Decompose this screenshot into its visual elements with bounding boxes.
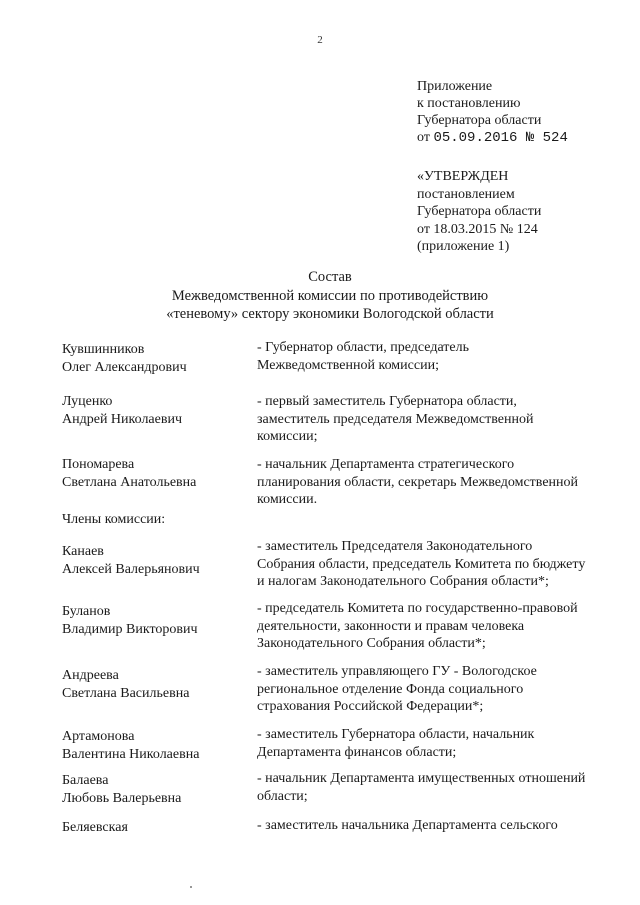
member-given-names: Любовь Валерьевна: [62, 790, 182, 806]
member-given-names: Андрей Николаевич: [62, 411, 182, 427]
member-role-line: - Губернатор области, председатель: [257, 340, 470, 355]
member-name: [62, 543, 262, 578]
member-given-names: Владимир Викторович: [62, 621, 198, 637]
member-role: [257, 663, 637, 716]
member-surname: Буланов: [62, 604, 111, 619]
appendix-block: [417, 78, 632, 147]
member-name: [62, 393, 262, 428]
appendix-line: Губернатора области: [417, 113, 542, 128]
member-role-line: страхования Российской Федерации*;: [257, 699, 484, 714]
member-given-names: Светлана Анатольевна: [62, 474, 197, 490]
title-line: Состав: [308, 269, 352, 285]
member-role: [257, 600, 637, 653]
member-role: [257, 456, 637, 509]
member-surname: Луценко: [62, 394, 113, 409]
scan-speck: [190, 886, 192, 888]
member-surname: Балаева: [62, 773, 109, 788]
approval-line: от 18.03.2015 № 124: [417, 221, 538, 237]
member-name: [62, 772, 262, 807]
member-surname: Беляевская: [62, 820, 128, 835]
page-number: 2: [317, 34, 323, 46]
member-surname: Андреева: [62, 668, 119, 683]
member-role-line: заместитель председателя Межведомственной: [257, 411, 534, 427]
member-role-line: - начальник Департамента стратегического: [257, 457, 515, 472]
member-name: [62, 728, 262, 763]
approval-line: постановлением: [417, 186, 515, 202]
member-role-line: Собрания области, председатель Комитета по бюджету: [257, 556, 586, 572]
member-role-line: региональное отделение Фонда социального: [257, 681, 524, 697]
member-role-line: - заместитель Губернатора области, начальник: [257, 727, 535, 742]
member-given-names: Олег Александрович: [62, 359, 187, 375]
member-role-line: области;: [257, 788, 308, 804]
member-given-names: Алексей Валерьянович: [62, 561, 200, 577]
member-surname: Кувшинников: [62, 342, 145, 357]
member-role-line: деятельности, законности и правам человека: [257, 618, 525, 634]
member-role: [257, 393, 637, 446]
member-role: [257, 817, 637, 835]
member-name: [62, 819, 262, 837]
member-role-line: - заместитель начальника Департамента сельского: [257, 818, 558, 833]
appendix-line: к постановлению: [417, 96, 521, 111]
member-surname: Канаев: [62, 544, 104, 559]
appendix-date-prefix: от: [417, 130, 434, 145]
member-surname: Пономарева: [62, 457, 135, 472]
appendix-date-line: [417, 129, 632, 147]
member-given-names: Валентина Николаевна: [62, 746, 200, 762]
member-role-line: - первый заместитель Губернатора области,: [257, 394, 517, 409]
approval-line: «УТВЕРЖДЕН: [417, 169, 509, 184]
member-name: [62, 456, 262, 491]
member-role-line: - председатель Комитета по государственно-правовой: [257, 601, 578, 616]
appendix-line: Приложение: [417, 79, 493, 94]
title-line: «теневому» сектору экономики Вологодской области: [166, 306, 494, 322]
member-role: [257, 339, 637, 374]
members-heading: Члены комиссии:: [62, 512, 166, 527]
member-role-line: Департамента финансов области;: [257, 744, 457, 760]
member-role-line: и налогам Законодательного Собрания области*;: [257, 574, 549, 589]
member-role-line: планирования области, секретарь Межведомственной: [257, 474, 579, 490]
member-role: [257, 726, 637, 761]
approval-line: Губернатора области: [417, 204, 542, 219]
member-role-line: - заместитель управляющего ГУ - Вологодское: [257, 664, 537, 679]
member-name: [62, 603, 262, 638]
member-surname: Артамонова: [62, 729, 135, 744]
member-role-line: Законодательного Собрания области*;: [257, 636, 486, 651]
member-role-line: комиссии.: [257, 492, 318, 507]
member-role: [257, 770, 637, 805]
document-title: [120, 268, 540, 324]
member-given-names: Светлана Васильевна: [62, 685, 190, 701]
title-line: Межведомственной комиссии по противодействию: [171, 287, 489, 304]
member-name: [62, 667, 262, 702]
approval-line: (приложение 1): [417, 239, 510, 254]
member-role-line: - заместитель Председателя Законодательного: [257, 539, 533, 554]
member-role: [257, 538, 637, 591]
member-name: [62, 341, 262, 376]
member-role-line: комиссии;: [257, 429, 318, 444]
member-role-line: Межведомственной комиссии;: [257, 357, 439, 373]
approval-block: [417, 168, 632, 256]
appendix-date-value: 05.09.2016 № 524: [433, 130, 568, 146]
member-role-line: - начальник Департамента имущественных отношений: [257, 771, 586, 786]
